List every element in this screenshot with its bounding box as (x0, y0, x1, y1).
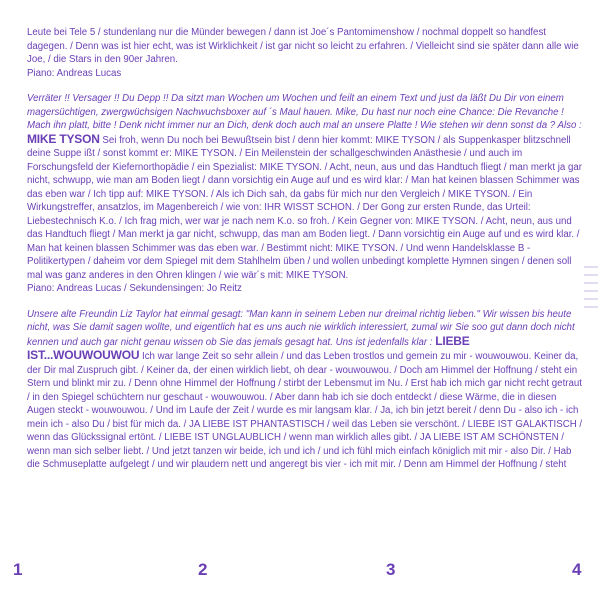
page-number-1: 1 (13, 560, 23, 579)
lyrics-page (27, 26, 583, 484)
credit-line: Piano: Andreas Lucas (27, 67, 122, 79)
song-lyrics: Ich war lange Zeit so sehr allein / und das Leben trostlos und gemein zu mir - wouwouwou. Keiner da, der Dir mal Zuspruch gibt. / Keiner da, der einen wirklich liebt, oh dear - wouwouwou. / Doch am Himmel der Hoffnung / steht ein Stern und blinkt mir zu. / Denn ohne Himmel der Hoffnung / stirbt der Lebensmut im Nu. / Erst hab ich mich gar nicht recht getraut / in den Spiegel schüchtern nur geschaut - wouwouwou. / Aber dann hab ich sie doch entdeckt / diese Wärme, die in diesen Augen steckt - wouwouwou. / Und im Laufe der Zeit / wurde es mir langsam klar. / Ja, ich bin jetzt bereit / denn Du - also ich - ich mein ich - also Du / bist für mich da. / JA LIEBE IST PHANTASTISCH / weil das Leben sie verschönt. / LIEBE IST GALAKTISCH / wenn das Glückssignal ertönt. / LIEBE IST UNGLAUBLICH / wenn man wirklich alles gibt. / JA LIEBE IST AM SCHÖNSTEN / wenn man sich selber liebt. / Und jetzt tanzen wir beide, ich und ich / und ich fühl mich einfach königlich mit mir - also Dir. / Hab die Schmuseplatte aufgelegt / und wir plaudern nett und angeregt bis vier - ich mit mir. / Denn am Himmel der Hoffnung / steht (27, 351, 583, 470)
lyrics-block-2 (27, 92, 583, 296)
intro-text: Verräter !! Versager !! Du Depp !! Da sitzt man Wochen um Wochen und feilt an einem Text und just da läßt Du Dir von einem magersüchtigen, zwergwüchsigen Nachwuchsboxer auf ´s Maul hauen. Mike, Du hast nur noch eine Chance: Die Revanche ! Mach ihn platt, bitte ! Denk nicht immer nur an Dich, denk doch auch mal an unsere Platte ! Wie stehen wir denn sonst da ? Also : (27, 93, 582, 131)
page-numbers (0, 560, 600, 590)
lyrics-text: Leute bei Tele 5 / stundenlang nur die Münder bewegen / dann ist Joe´s Pantomimenshow / nochmal doppelt so handfest dagegen. / Denn was ist hier echt, was ist Wirklichkeit / ist gar nicht so leicht zu erfahren. / Vielleicht sind sie später dann alle wie Joe, / die Stars in den 90er Jahren. (27, 27, 579, 65)
intro-text: Unsere alte Freundin Liz Taylor hat einmal gesagt: "Man kann in seinem Leben nur dreimal richtig lieben." Wir wissen bis heute nicht, was Sie damit sagen wollte, und eigentlich hat es uns auch nie wirklich interessiert, zumal wir Sie soo gut dann doch nicht kennen und auch gar nicht genau wissen ob Sie das jemals gesagt hat. Uns ist jedenfalls klar : (27, 308, 575, 348)
page-number-2: 2 (198, 560, 208, 579)
lyrics-text (27, 92, 583, 282)
lyrics-block-1 (27, 26, 583, 80)
show-through-marks (584, 260, 600, 380)
song-title: MIKE TYSON (27, 131, 100, 146)
page-number-3: 3 (386, 560, 396, 579)
credit-line: Piano: Andreas Lucas / Sekundensingen: Jo Reitz (27, 283, 242, 294)
song-title: LIEBE IST...WOUWOUWOU (27, 333, 470, 362)
song-lyrics: Sei froh, wenn Du noch bei Bewußtsein bist / denn hier kommt: MIKE TYSON / als Suppenkasper blitzschnell deine Suppe ißt / sonst kommt er: MIKE TYSON. / Ein Meilenstein der schallgeschwinden Anästhesie / und auch im Forschungsfeld der Kiefernorthopädie / ein Spezialist: MIKE TYSON. / Acht, neun, aus und das Handtuch fliegt / man merkt ja gar nicht, schwupp, wie man am Boden liegt / dann vorsichtig ein Auge auf und es wird klar: / Man hat keinen blassen Schimmer was das eben war / Ich tipp auf: MIKE TYSON. / Als ich Dich sah, da gabs für mich nur den Vergleich / MIKE TYSON. / Ein Wirkungstreffer, ansatzlos, im Magenbereich / wie von: IHR WISST SCHON. / Der Gong zur ersten Runde, das Urteil: Liebestechnisch K.o. / Ich frag mich, wer war je nach nem K.o. so froh. / Kein Gegner von: MIKE TYSON. / Acht, neun, aus und das Handtuch fliegt / Man merkt ja gar nicht, schwupp, das man am Boden liegt. / Dann vorsichtig ein Auge auf und es wird klar. / Man hat keinen blassen Schimmer was das eben war. / Bestimmt nicht: MIKE TYSON. / Und wenn Handelsklasse B - Politikertypen / daheim vor dem Spiegel mit dem Stahlhelm üben / und wollen unbedingt komplette Hymnen singen / denen soll mal was ganz anderes in den Ohren klingen / wie wär´s mit: MIKE TYSON. (27, 134, 582, 281)
lyrics-text (27, 308, 583, 472)
page-number-4: 4 (572, 560, 582, 579)
lyrics-block-3 (27, 308, 583, 472)
